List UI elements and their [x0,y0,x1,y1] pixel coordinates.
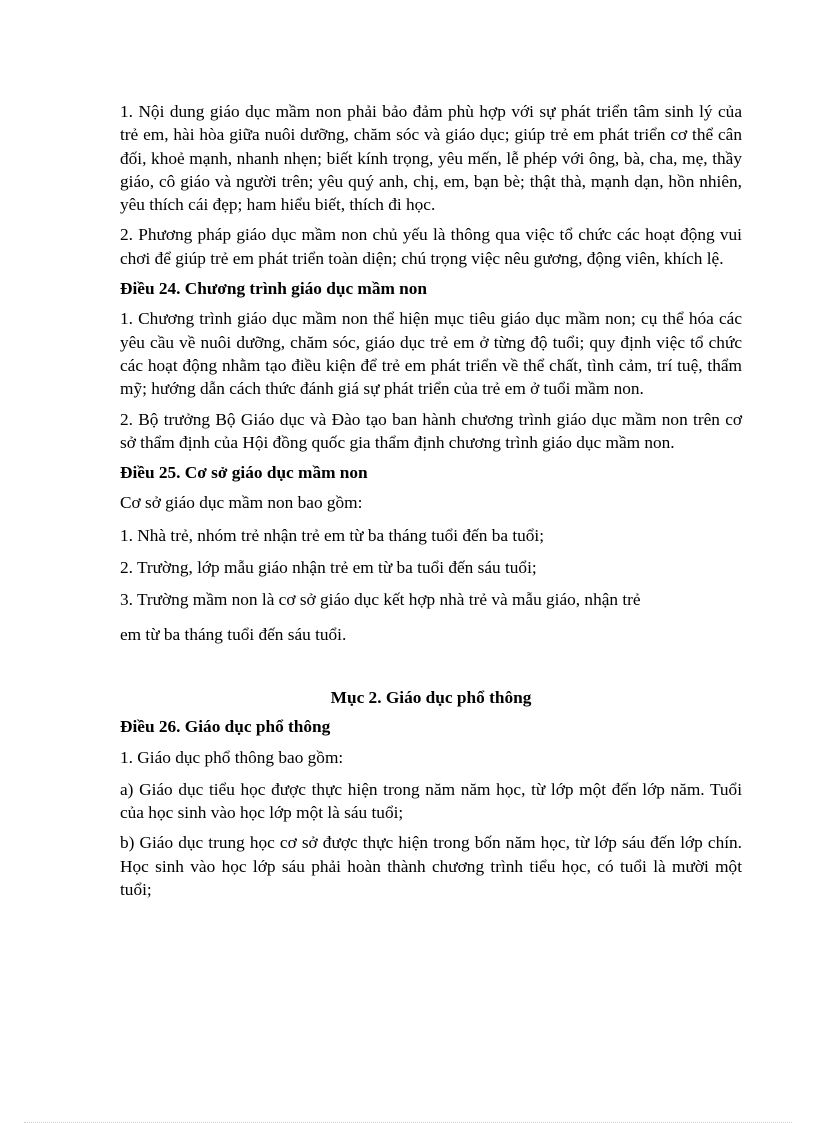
article-25-item-3-line-2: em từ ba tháng tuổi đến sáu tuổi. [120,624,347,644]
article-25-heading: Điều 25. Cơ sở giáo dục mầm non [120,463,368,483]
section-2-title: Mục 2. Giáo dục phổ thông [330,687,532,707]
article-26-heading: Điều 26. Giáo dục phổ thông [120,717,331,737]
article-24-paragraph-2: 2. Bộ trưởng Bộ Giáo dục và Đào tạo ban hành chương trình giáo dục mầm non trên cơ sở thẩm định của Hội đồng quốc gia thẩm định chương trình giáo dục mầm non. [120,409,742,452]
article-26-item-a: a) Giáo dục tiểu học được thực hiện trong năm năm học, từ lớp một đến lớp năm. Tuổi của học sinh vào học lớp một là sáu tuổi; [120,779,742,823]
paragraph-teaching-method: 2. Phương pháp giáo dục mầm non chủ yếu là thông qua việc tổ chức các hoạt động vui chơi để giúp trẻ em phát triển toàn diện; chú trọng việc nêu gương, động viên, khích lệ. [120,225,742,268]
article-24-paragraph-1: 1. Chương trình giáo dục mầm non thể hiện mục tiêu giáo dục mầm non; cụ thể hóa các yêu cầu về nuôi dưỡng, chăm sóc, giáo dục trẻ em ở từng độ tuổi; quy định việc tổ chức các hoạt động nhằm tạo điều kiện để trẻ em phát triển về thể chất, tình cảm, trí tuệ, thẩm mỹ; hướng dẫn cách thức đánh giá sự phát triển của trẻ em ở tuổi mầm non. [120,309,742,399]
article-26-item-b: b) Giáo dục trung học cơ sở được thực hiện trong bốn năm học, từ lớp sáu đến lớp chín. Học sinh vào học lớp sáu phải hoàn thành chương trình tiểu học, có tuổi là mười một tuổi; [120,833,742,900]
document-body [120,100,742,908]
article-25-intro: Cơ sở giáo dục mầm non bao gồm: [120,493,363,513]
article-26-intro: 1. Giáo dục phổ thông bao gồm: [120,747,344,767]
paragraph-content-requirements: 1. Nội dung giáo dục mầm non phải bảo đảm phù hợp với sự phát triển tâm sinh lý của trẻ em, hài hòa giữa nuôi dưỡng, chăm sóc và giáo dục; giúp trẻ em phát triển cơ thể cân đối, khoẻ mạnh, nhanh nhẹn; biết kính trọng, yêu mến, lễ phép với ông, bà, cha, mẹ, thầy giáo, cô giáo và người trên; yêu quý anh, chị, em, bạn bè; thật thà, mạnh dạn, hồn nhiên, yêu thích cái đẹp; ham hiểu biết, thích đi học. [120,102,742,215]
article-25-item-1: 1. Nhà trẻ, nhóm trẻ nhận trẻ em từ ba tháng tuổi đến ba tuổi; [120,525,545,545]
article-24-heading: Điều 24. Chương trình giáo dục mầm non [120,279,428,299]
article-25-item-2: 2. Trường, lớp mẫu giáo nhận trẻ em từ ba tuổi đến sáu tuổi; [120,558,537,578]
article-25-item-3-line-1: 3. Trường mầm non là cơ sở giáo dục kết hợp nhà trẻ và mẫu giáo, nhận trẻ [120,590,641,610]
